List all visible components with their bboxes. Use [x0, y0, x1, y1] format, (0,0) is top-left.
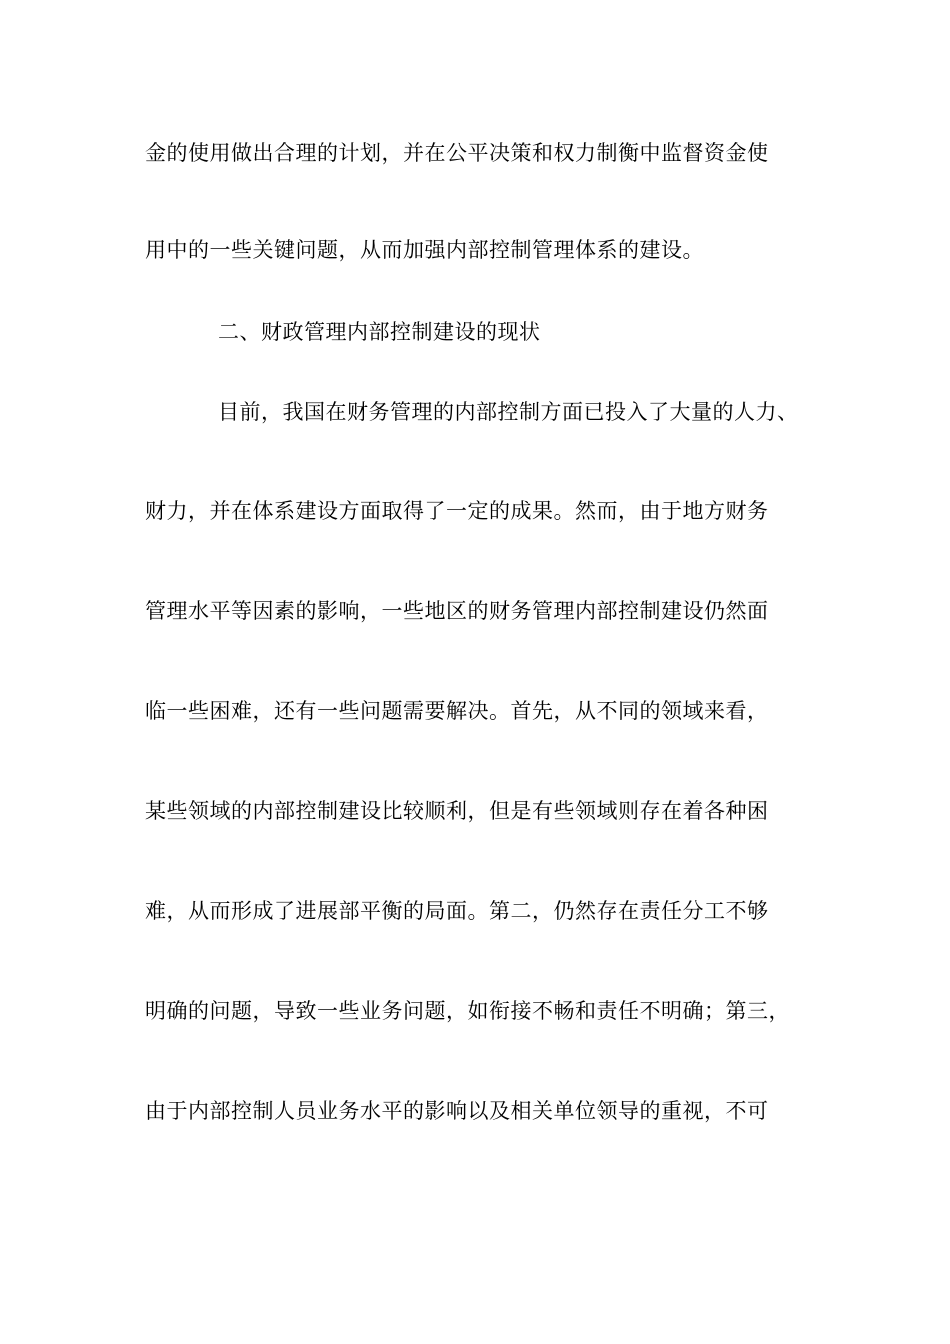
paragraph-line: 管理水平等因素的影响，一些地区的财务管理内部控制建设仍然面 — [145, 599, 769, 623]
paragraph-line: 临一些困难，还有一些问题需要解决。首先，从不同的领域来看， — [145, 699, 769, 723]
paragraph-line: 用中的一些关键问题，从而加强内部控制管理体系的建设。 — [145, 238, 704, 262]
paragraph-line: 某些领域的内部控制建设比较顺利，但是有些领域则存在着各种困 — [145, 799, 769, 823]
paragraph-line: 由于内部控制人员业务水平的影响以及相关单位领导的重视，不可 — [145, 1099, 769, 1123]
paragraph-line: 难，从而形成了进展部平衡的局面。第二，仍然存在责任分工不够 — [145, 899, 769, 923]
paragraph-line: 明确的问题，导致一些业务问题，如衔接不畅和责任不明确；第三， — [145, 999, 790, 1023]
paragraph-line: 财力，并在体系建设方面取得了一定的成果。然而，由于地方财务 — [145, 499, 769, 523]
paragraph-line: 目前，我国在财务管理的内部控制方面已投入了大量的人力、 — [218, 400, 799, 424]
paragraph-line: 金的使用做出合理的计划，并在公平决策和权力制衡中监督资金使 — [145, 141, 769, 165]
section-heading: 二、财政管理内部控制建设的现状 — [218, 320, 541, 344]
